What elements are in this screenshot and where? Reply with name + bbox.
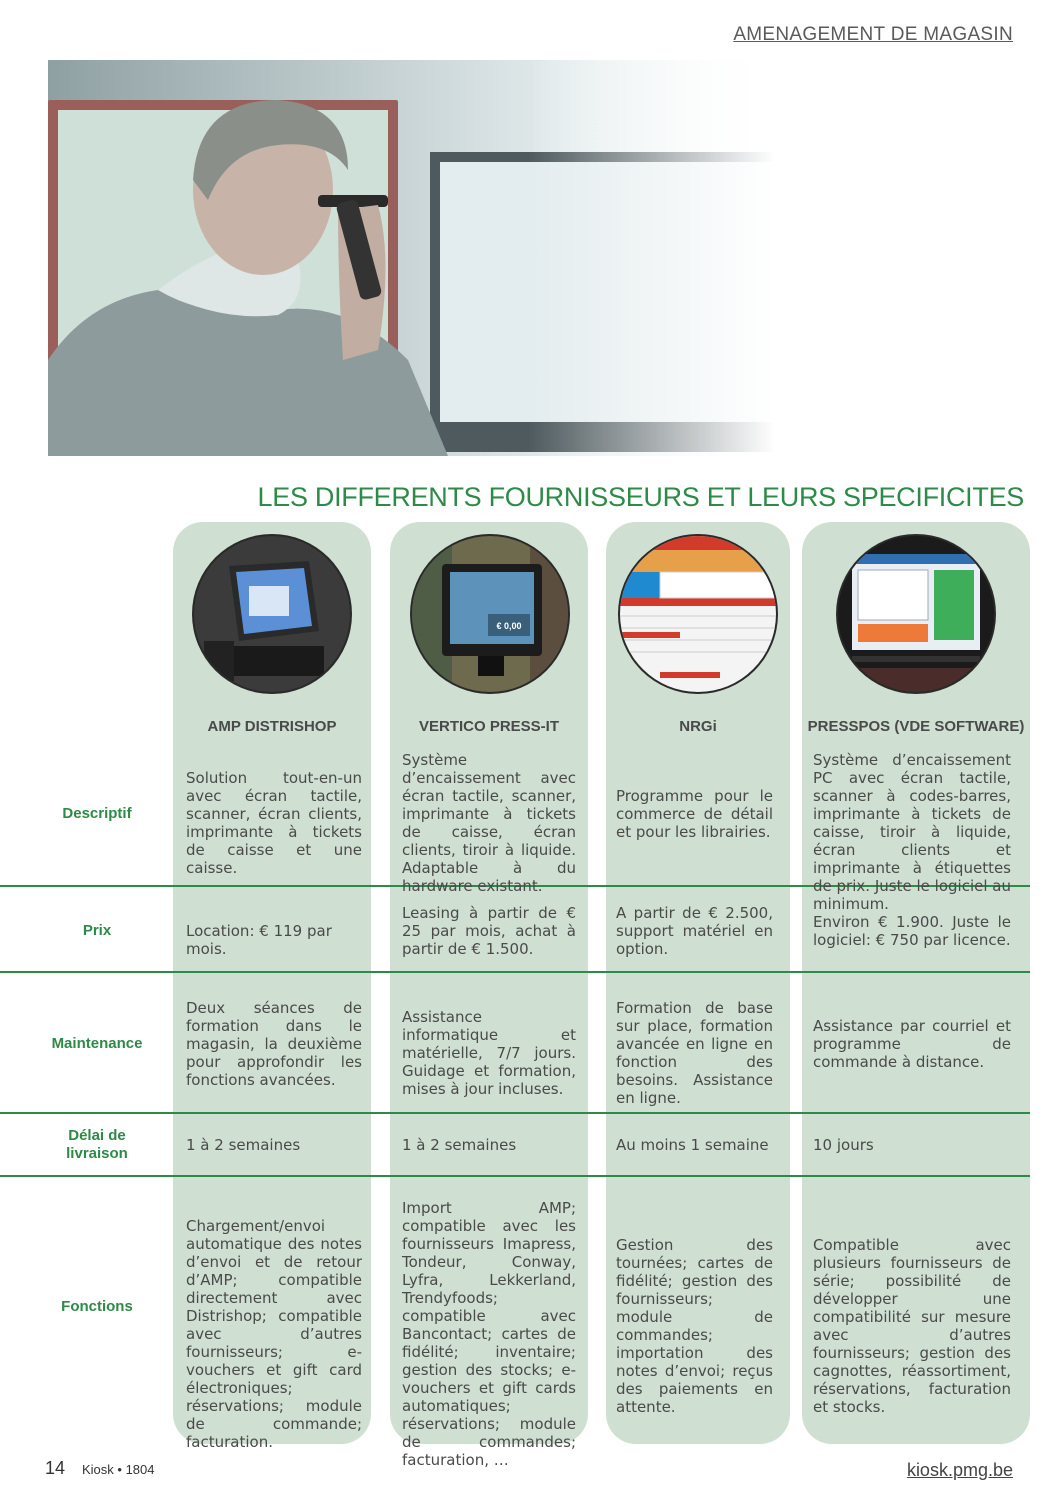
magazine-issue: Kiosk • 1804 <box>82 1462 155 1477</box>
cell-delai-nrgi: Au moins 1 semaine <box>616 1136 769 1154</box>
cell-fonctions-nrgi: Gestion des tournées; cartes de fidélité; gestion des fournisseurs; module de commandes; importation des notes d’envoi; reçus des paiements en attente. <box>616 1236 773 1416</box>
page-number: 14 <box>45 1458 66 1478</box>
product-image-vertico <box>412 536 568 692</box>
cell-maintenance-amp: Deux séances de formation dans le magasin, la deuxième pour approfondir les fonctions avancées. <box>186 999 362 1089</box>
cell-maintenance-presspos: Assistance par courriel et programme de commande à distance. <box>813 1017 1011 1071</box>
column-heading-vertico: VERTICO PRESS-IT <box>418 718 560 735</box>
column-heading-presspos: PRESSPOS (VDE SOFTWARE) <box>807 718 1025 735</box>
column-heading-nrgi: NRGi <box>679 718 717 735</box>
row-label-maintenance: Maintenance <box>51 1035 143 1052</box>
row-label-fonctions: Fonctions <box>61 1298 133 1315</box>
cell-descriptif-nrgi: Programme pour le commerce de détail et pour les librairies. <box>616 787 773 841</box>
product-image-amp <box>194 536 350 692</box>
row-divider <box>0 971 1030 973</box>
cell-fonctions-amp: Chargement/envoi automatique des notes d’envoi et de retour d’AMP; compatible directement avec Distrishop; compatible avec d’autres fournisseurs; e-vouchers et gift card électroniques; réservations; module de commande; facturation. <box>186 1217 362 1451</box>
cell-prix-presspos: Environ € 1.900. Juste le logiciel: € 750 par licence. <box>813 913 1011 949</box>
person-on-phone-illustration <box>48 60 488 456</box>
hero-photo <box>48 60 788 456</box>
row-label-prix: Prix <box>82 922 112 939</box>
cell-descriptif-vertico: Système d’encaissement avec écran tactile, scanner, imprimante à tickets de caisse, écran clients, tiroir à liquide. Adaptable à du hardware existant. <box>402 751 576 895</box>
cell-delai-amp: 1 à 2 semaines <box>186 1136 301 1154</box>
cell-prix-nrgi: A partir de € 2.500, support matériel en option. <box>616 904 773 958</box>
section-header: AMENAGEMENT DE MAGASIN <box>733 24 1013 45</box>
cell-descriptif-amp: Solution tout-en-un avec écran tactile, scanner, écran clients, imprimante à tickets de caisse et une caisse. <box>186 769 362 877</box>
page-title: LES DIFFERENTS FOURNISSEURS ET LEURS SPECIFICITES <box>257 482 1024 512</box>
cell-delai-presspos: 10 jours <box>813 1136 874 1154</box>
website-link[interactable]: kiosk.pmg.be <box>906 1460 1013 1480</box>
product-image-presspos <box>838 536 994 692</box>
cell-descriptif-presspos: Système d’encaissement PC avec écran tactile, scanner à codes-barres, imprimante à tickets de caisse, tiroir à liquide, écran clients et imprimante à étiquettes de prix. Juste le logiciel au minimum. <box>813 751 1011 913</box>
cell-maintenance-nrgi: Formation de base sur place, formation avancée en ligne en fonction des besoins. Assistance en ligne. <box>616 999 773 1107</box>
product-image-nrgi <box>620 536 776 692</box>
cell-fonctions-presspos: Compatible avec plusieurs fournisseurs de série; possibilité de développer une compatibilité sur mesure avec d’autres fournisseurs; gestion des cagnottes, réassortiment, réservations, facturation et stocks. <box>813 1236 1011 1416</box>
cell-prix-vertico: Leasing à partir de € 25 par mois, achat à partir de € 1.500. <box>402 904 576 958</box>
cell-fonctions-vertico: Import AMP; compatible avec les fournisseurs Imapress, Tondeur, Conway, Lyfra, Lekkerland, Trendyfoods; compatible avec Bancontact; cartes de fidélité; inventaire; gestion des stocks; e-vouchers et gift cards automatiques; réservations; module de commandes; facturation, … <box>402 1199 576 1469</box>
row-divider <box>0 1175 1030 1177</box>
vertico-screen-amount: € 0,00 <box>496 621 522 631</box>
row-label-delai: Délai de livraison <box>66 1127 128 1162</box>
cell-delai-vertico: 1 à 2 semaines <box>402 1136 517 1154</box>
cell-maintenance-vertico: Assistance informatique et matérielle, 7/7 jours. Guidage et formation, mises à jour incluses. <box>402 1008 576 1098</box>
column-heading-amp: AMP DISTRISHOP <box>207 718 337 735</box>
cell-prix-amp: Location: € 119 par mois. <box>186 922 332 958</box>
row-label-descriptif: Descriptif <box>62 805 132 822</box>
row-divider <box>0 1112 1030 1114</box>
